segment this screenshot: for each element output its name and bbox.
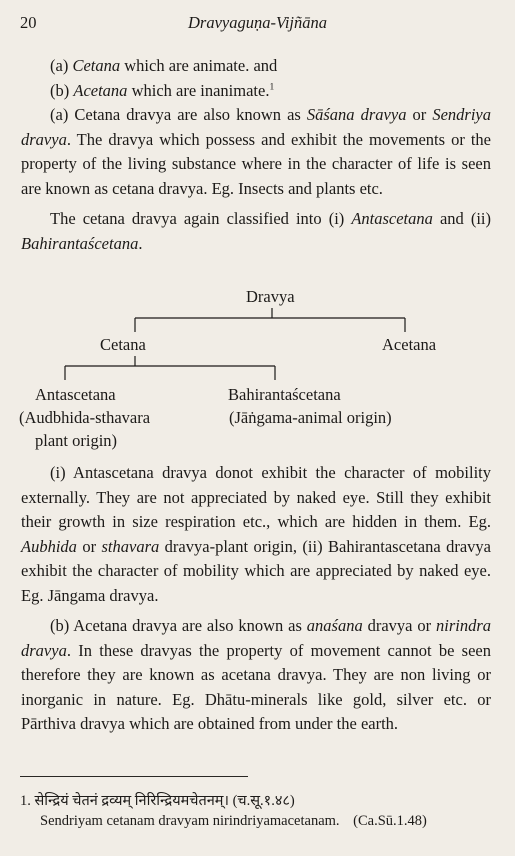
running-head: Dravyaguṇa-Vijñāna xyxy=(187,13,327,32)
paragraph-classification: The cetana dravya again classified into (i) Antascetana and (ii) Bahirantaścetana. xyxy=(21,209,491,253)
body-upper xyxy=(21,54,491,256)
paragraph-cetana: (a) Cetana dravya are also known as Sāśana dravya or Sendriya dravya. The dravya which possess and exhibit the movements or the property of the living substance where in the character of life is seen are known as cetana dravya. Eg. Insects and plants etc. xyxy=(21,105,491,198)
paragraph-antascetana: (i) Antascetana dravya donot exhibit the character of mobility externally. They are not appreciated by naked eye. Still they exhibit their growth in size respiration etc., which are hidden in them. Eg. Aubhida or sthavara dravya-plant origin, (ii) Bahirantascetana dravya exhibit the character of mobility which are appreciated by naked eye. Eg. Jāngama dravya. xyxy=(21,463,492,605)
node-cetana: Cetana xyxy=(100,335,146,354)
node-bahirantascetana-desc: (Jāṅgama-animal origin) xyxy=(229,408,392,427)
paragraph-acetana: (b) Acetana dravya are also known as anaśana dravya or nirindra dravya. In these dravyas the property of movement cannot be seen therefore they are known as acetana dravya. They are non living or inorganic in nature. Eg. Dhātu-minerals like gold, silver etc. or Pārthiva dravya which are obtained from under the earth. xyxy=(21,616,491,733)
node-dravya: Dravya xyxy=(246,287,295,306)
node-antascetana: Antascetana xyxy=(35,385,116,404)
footnote-sanskrit: 1. सेन्द्रियं चेतनं द्रव्यम् निरिन्द्रियमचेतनम्। (च.सू.१.४८) xyxy=(20,793,295,809)
list-item-cetana: (a) Cetana which are animate. and xyxy=(50,56,278,75)
footnote-mark: 1 xyxy=(269,82,275,92)
body-lower xyxy=(21,461,491,737)
node-antascetana-desc-2: plant origin) xyxy=(35,431,118,450)
page-header xyxy=(20,13,495,37)
footnote-transliteration: Sendriyam cetanam dravyam nirindriyamacetanam. (Ca.Sū.1.48) xyxy=(40,813,427,829)
list-item-acetana: (b) Acetana which are inanimate.$^1$ xyxy=(50,80,275,100)
node-bahirantascetana: Bahirantaścetana xyxy=(228,385,341,404)
classification-diagram xyxy=(0,284,515,459)
node-acetana: Acetana xyxy=(382,335,437,354)
page-number: 20 xyxy=(20,13,37,32)
node-antascetana-desc-1: (Audbhida-sthavara xyxy=(19,408,151,427)
footnote-reference: (Ca.Sū.1.48) xyxy=(353,813,427,829)
footnote-rule xyxy=(20,776,248,777)
